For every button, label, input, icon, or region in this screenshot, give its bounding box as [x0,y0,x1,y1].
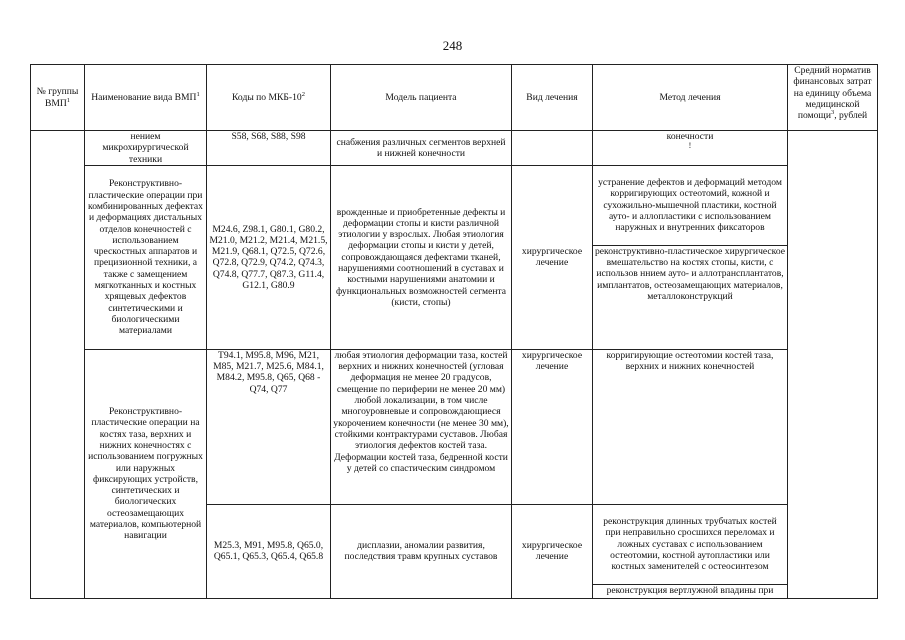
patient-model-cell: дисплазии, аномалии развития, последствия травм крупных суставов [331,504,512,598]
header-treatment-method: Метод лечения [593,65,788,131]
vmp-name-cell: Реконструктивно-пластические операции при комбинированных дефектах и деформациях дистальных отделов конечностей с использованием чрескостных аппаратов и прецизионной техники, а также с замещением мягкотканных и костных хрящевых дефектов синтетическими и биологическими материалами [85,165,207,349]
icd-codes-cell: M25.3, M91, M95.8, Q65.0, Q65.1, Q65.3, Q65.4, Q65.8 [207,504,331,598]
header-icd-codes [207,65,331,131]
header-icd-codes-sup: 2 [301,90,305,98]
vmp-name-cell: Реконструктивно-пластические операции на костях таза, верхних и нижних конечностях с использованием погружных или наружных фиксирующих устройств, синтетических и биологических остеозамещающих материалов, компьютерной навигации [85,349,207,598]
vmp-name-cell: нением микрохирургической техники [85,131,207,166]
header-patient-model: Модель пациента [331,65,512,131]
treatment-method-cell: реконструктивно-пластическое хирургическое вмешательство на костях стопы, кисти, с использов ннием ауто- и аллотрансплантатов, имплантатов, остеозамещающих материалов, металлоконструкций [593,245,788,349]
treatment-method-cell: корригирующие остеотомии костей таза, верхних и нижних конечностей [593,349,788,504]
treatment-method-cell: реконструкция длинных трубчатых костей при неправильно сросшихся переломах и ложных суставах с использованием остеотомии, костной аутопластики или костных заменителей с остеосинтезом [593,504,788,584]
header-group-number-label: № группы ВМП [36,86,79,109]
icd-codes-cell: S58, S68, S88, S98 [207,131,331,166]
patient-model-cell: снабжения различных сегментов верхней и нижней конечности [331,131,512,166]
treatment-type-cell: хирургическое лечение [512,349,593,504]
patient-model-cell: любая этиология деформации таза, костей верхних и нижних конечностей (угловая деформация не менее 20 градусов, смещение по периферии не менее 20 мм) любой локализации, в том числе многоуровневые и сопровождающиеся укорочением конечности (не менее 30 мм), стойкими контрактурами суставов. Любая этиология дефектов костей таза. Деформации костей таза, бедренной кости у детей со спастическим синдромом [331,349,512,504]
table-header-row [31,65,878,131]
header-vmp-name [85,65,207,131]
treatment-type-cell: хирургическое лечение [512,504,593,598]
treatment-type-cell: хирургическое лечение [512,165,593,349]
stray-mark: ! [688,141,692,151]
header-group-number-sup: 1 [66,96,71,104]
treatment-method-cell: устранение дефектов и деформаций методом корригирующих остеотомий, кожной и сухожильно-мышечной пластики, костной ауто- и аллопластики с использованием наружных и внутренних фиксаторов [593,165,788,245]
header-treatment-type: Вид лечения [512,65,593,131]
treatment-method-cell [593,131,788,166]
patient-model-cell: врожденные и приобретенные дефекты и деформации стопы и кисти различной этиологии у взрослых. Любая этиология деформации стопы и кисти у детей, сопровождающаяся дефектами тканей, нарушениями соотношений в суставах и костными нарушениями анатомии и функциональных возможностей сегмента (кисти, стопы) [331,165,512,349]
treatment-method-text: конечности [666,131,714,142]
header-cost-norm-tail: , рублей [834,110,868,122]
treatment-type-cell [512,131,593,166]
table-row [31,165,878,245]
cost-norm-cell [788,131,878,599]
header-icd-codes-label: Коды по МКБ-10 [232,91,302,103]
page-number: 248 [442,38,463,53]
header-vmp-name-label: Наименование вида ВМП [91,91,197,103]
header-vmp-name-sup: 1 [196,90,200,98]
group-number-cell [31,131,85,599]
header-group-number [31,65,85,131]
icd-codes-cell: T94.1, M95.8, M96, M21, M85, M21.7, M25.6, M84.1, M84.2, M95.8, Q65, Q68 - Q74, Q77 [207,349,331,504]
vmp-table [30,64,878,599]
table-row [31,349,878,504]
header-cost-norm-label: Средний норматив финансовых затрат на единицу объема медицинской помощи [793,65,872,122]
header-cost-norm [788,65,878,131]
table-row [31,131,878,166]
treatment-method-cell: реконструкция вертлужной впадины при [593,584,788,598]
icd-codes-cell: M24.6, Z98.1, G80.1, G80.2, M21.0, M21.2, M21.4, M21.5, M21.9, Q68.1, Q72.5, Q72.6, Q72.8, Q72.9, Q74.2, Q74.3, Q74.8, Q77.7, Q87.3, G11.4, G12.1, G80.9 [207,165,331,349]
header-cost-norm-sup: 3 [830,109,835,116]
